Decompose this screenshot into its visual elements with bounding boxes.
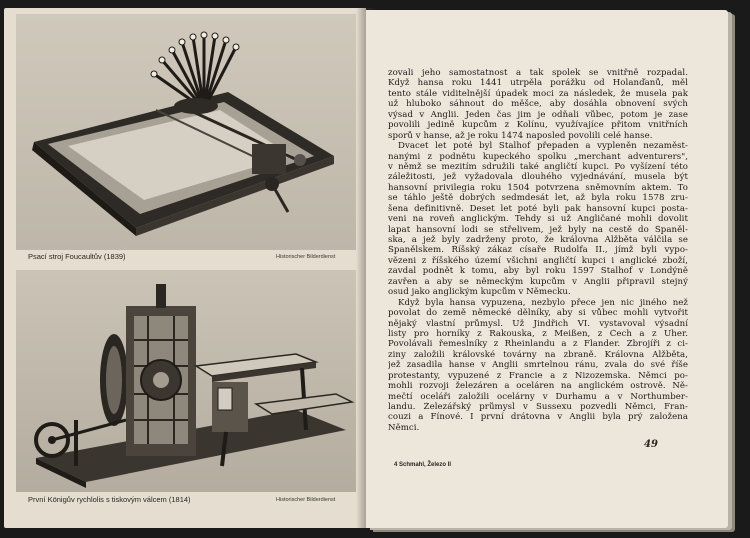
open-book — [4, 8, 734, 530]
text-line: už hluboko sáhnout do měšce, aby dosáhla obnovení svých — [388, 99, 688, 110]
text-line: zavdal podnět k tomu, aby byl roku 1597 Stalhof v Londýně — [388, 266, 688, 277]
text-line: Když byla hansa vypuzena, nezbylo přece jen nic jiného než — [398, 297, 688, 308]
right-page — [366, 10, 728, 528]
text-line: Povolávali řemeslníky z Rheinlandu a z Flander. Zbrojíři z ci- — [388, 339, 688, 350]
text-line: osud jako anglickým kupcům v Německu. — [388, 287, 571, 298]
text-line: zovali jeho samostatnost a tak spolek se vnitřně rozpadal. — [388, 68, 688, 78]
text-line: mohli rozvoji železáren a oceláren na anglickém ostrově. Ně- — [388, 381, 688, 392]
figure1-credit: Historischer Bilderdienst — [276, 254, 336, 260]
text-line: vězeni z říšského území všichni angličtí kupci i anglické zboží, — [388, 255, 688, 266]
body-text — [388, 68, 688, 433]
signature-footer: 4 Schmahl, Železo II — [394, 462, 452, 468]
text-line: šena definitivně. Deset let poté byli pak hansovní kupci posta- — [388, 203, 688, 214]
text-line: tento stále viditelnější úpadek moci za následek, že musela pak — [388, 88, 688, 99]
text-line: Dvacet let poté byl Stalhof přepaden a vypleněn nezaměst- — [398, 141, 688, 152]
text-line: lapat hansovní lodi se střelivem, jež byly na cestě do Španěl- — [388, 224, 688, 235]
text-line: ska, a jež byly zadrženy proto, že královna Alžběta válčila se — [388, 235, 688, 245]
printing-press-illustration — [16, 270, 356, 492]
text-line: landu. Železářský průmysl v Sussexu pozvedli Němci, Fran- — [388, 402, 688, 412]
text-line: mečtí oceláři založili ocelárny v Durhamu a v Northumber- — [388, 391, 688, 402]
text-line: listy pro horníky z Rakouska, z Meißen, z Čech a z Uher. — [388, 328, 688, 339]
text-line: nějaký vlastní průmysl. Už Jindřich VI. vystavoval výsadní — [388, 318, 688, 329]
text-line: v němž se mezitím sdružili také angličtí kupci. Po vyšízení této — [388, 161, 688, 172]
text-line: povolili jedině kupcům z Kolínu, využívajíce přitom vnitřních — [388, 120, 688, 131]
left-page — [4, 8, 366, 528]
text-line: se táhlo ještě dobrých sedmdesát let, až byla roku 1578 zru- — [388, 193, 688, 204]
figure2-credit: Historischer Bilderdienst — [276, 497, 336, 503]
text-line: nanými z podnětu kupeckého spolku „merchant adventurers", — [388, 151, 688, 162]
page-number: 49 — [644, 439, 658, 450]
text-line: sporů v hanse, až je roku 1474 naposled povolili celé hanse. — [388, 130, 653, 141]
figure-konig-printing-press — [16, 270, 356, 492]
text-line: povolat do země německé dělníky, aby si vůbec mohli vytvořit — [388, 308, 688, 319]
text-line: výsad v Anglii. Jeden čas jim je odňali vůbec, potom je zase — [388, 109, 688, 120]
text-line: veni na roveň anglickým. Tehdy si už Angličané mohli dovolit — [388, 214, 688, 225]
figure1-caption: Psací stroj Foucaultův (1839) — [28, 252, 126, 261]
figure-foucault-typewriter — [16, 14, 356, 250]
typewriter-illustration — [16, 14, 356, 250]
text-line: Španělskem. Říšský zákaz císaře Rudolfa II., jímž byli vypo- — [388, 245, 688, 256]
text-line: Němci. — [388, 422, 420, 433]
text-line: Když hansa roku 1441 utrpěla porážku od Holanďanů, měl — [388, 78, 688, 89]
text-line: hansovní privilegia roku 1504 potvrzena sněmovním aktem. To — [388, 182, 688, 193]
text-line: ziny založili královské továrny na zbraně. Královna Alžběta, — [388, 349, 688, 360]
text-line: jež zasadila hanse v Anglii smrtelnou ránu, zvala do své říše — [388, 360, 688, 371]
text-line: protestanty, vypuzené z Francie a z Nizozemska. Němci po- — [388, 370, 688, 381]
text-line: záležitosti, jež vyžadovala dlouhého vyjednávání, musela být — [388, 172, 688, 183]
text-line: couzi a Fínové. I první drátovna v Anglii byla prý založena — [388, 412, 688, 423]
figure2-caption: První Königův rychlolis s tiskovým válcem (1814) — [28, 495, 191, 504]
text-line: zavřen a aby se německým kupcům v Anglii připravil stejný — [388, 276, 688, 287]
